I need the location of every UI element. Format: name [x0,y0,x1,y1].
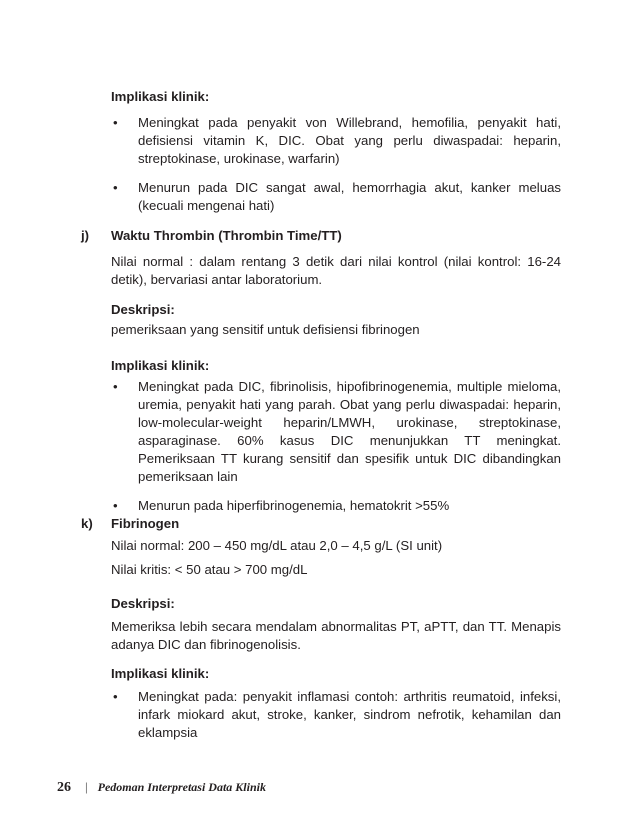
bullet-icon: • [113,115,118,130]
description-heading: Deskripsi: [111,596,175,611]
implication-heading: Implikasi klinik: [111,666,210,681]
implication-list [111,114,561,215]
bullet-icon: • [113,689,118,704]
list-item [111,179,561,215]
bullet-text: Menurun pada hiperfibrinogenemia, hematokrit >55% [138,498,450,513]
section-letter: k) [81,516,93,531]
bullet-text: Meningkat pada DIC, fibrinolisis, hipofibrinogenemia, multiple mieloma, uremia, penyakit hati yang parah. Obat yang perlu diwaspadai: heparin, low-molecular-weight heparin/LMWH, urokinase, streptokinase, asparaginase. 60% kasus DIC menunjukkan TT meningkat. Pemeriksaan TT kurang sensitif dan spesifik untuk DIC dibandingkan pemeriksaan lain [138,379,561,484]
bullet-text: Meningkat pada: penyakit inflamasi contoh: arthritis reumatoid, infeksi, infark miokard akut, stroke, kanker, sindrom nefrotik, kehamilan dan eklampsia [138,689,561,740]
critical-value: Nilai kritis: < 50 atau > 700 mg/dL [111,562,308,577]
list-item [111,378,561,486]
footer-separator: | [85,779,88,794]
implication-heading: Implikasi klinik: [111,89,210,104]
implication-heading: Implikasi klinik: [111,358,210,373]
normal-value: Nilai normal: 200 – 450 mg/dL atau 2,0 – 4,5 g/L (SI unit) [111,538,443,553]
bullet-icon: • [113,180,118,195]
list-item [111,688,561,742]
normal-value: Nilai normal : dalam rentang 3 detik dari nilai kontrol (nilai kontrol: 16-24 detik), bervariasi antar laboratorium. [111,254,561,287]
bullet-icon: • [113,379,118,394]
page-footer [57,778,266,796]
section-title: Waktu Thrombin (Thrombin Time/TT) [111,228,342,243]
implication-list [111,378,561,515]
section-letter: j) [81,228,90,243]
section-title: Fibrinogen [111,516,180,531]
description-heading: Deskripsi: [111,302,175,317]
list-item [111,497,561,515]
page-number: 26 [57,780,71,795]
bullet-text: Meningkat pada penyakit von Willebrand, hemofilia, penyakit hati, defisiensi vitamin K, DIC. Obat yang perlu diwaspadai: heparin, streptokinase, urokinase, warfarin) [138,115,561,166]
list-item [111,114,561,168]
description-text: pemeriksaan yang sensitif untuk defisiensi fibrinogen [111,322,420,337]
bullet-text: Menurun pada DIC sangat awal, hemorrhagia akut, kanker meluas (kecuali mengenai hati) [138,180,561,213]
description-text: Memeriksa lebih secara mendalam abnormalitas PT, aPTT, dan TT. Menapis adanya DIC dan fibrinogenolisis. [111,619,561,652]
bullet-icon: • [113,498,118,513]
book-title: Pedoman Interpretasi Data Klinik [97,780,266,794]
implication-list [111,688,561,742]
